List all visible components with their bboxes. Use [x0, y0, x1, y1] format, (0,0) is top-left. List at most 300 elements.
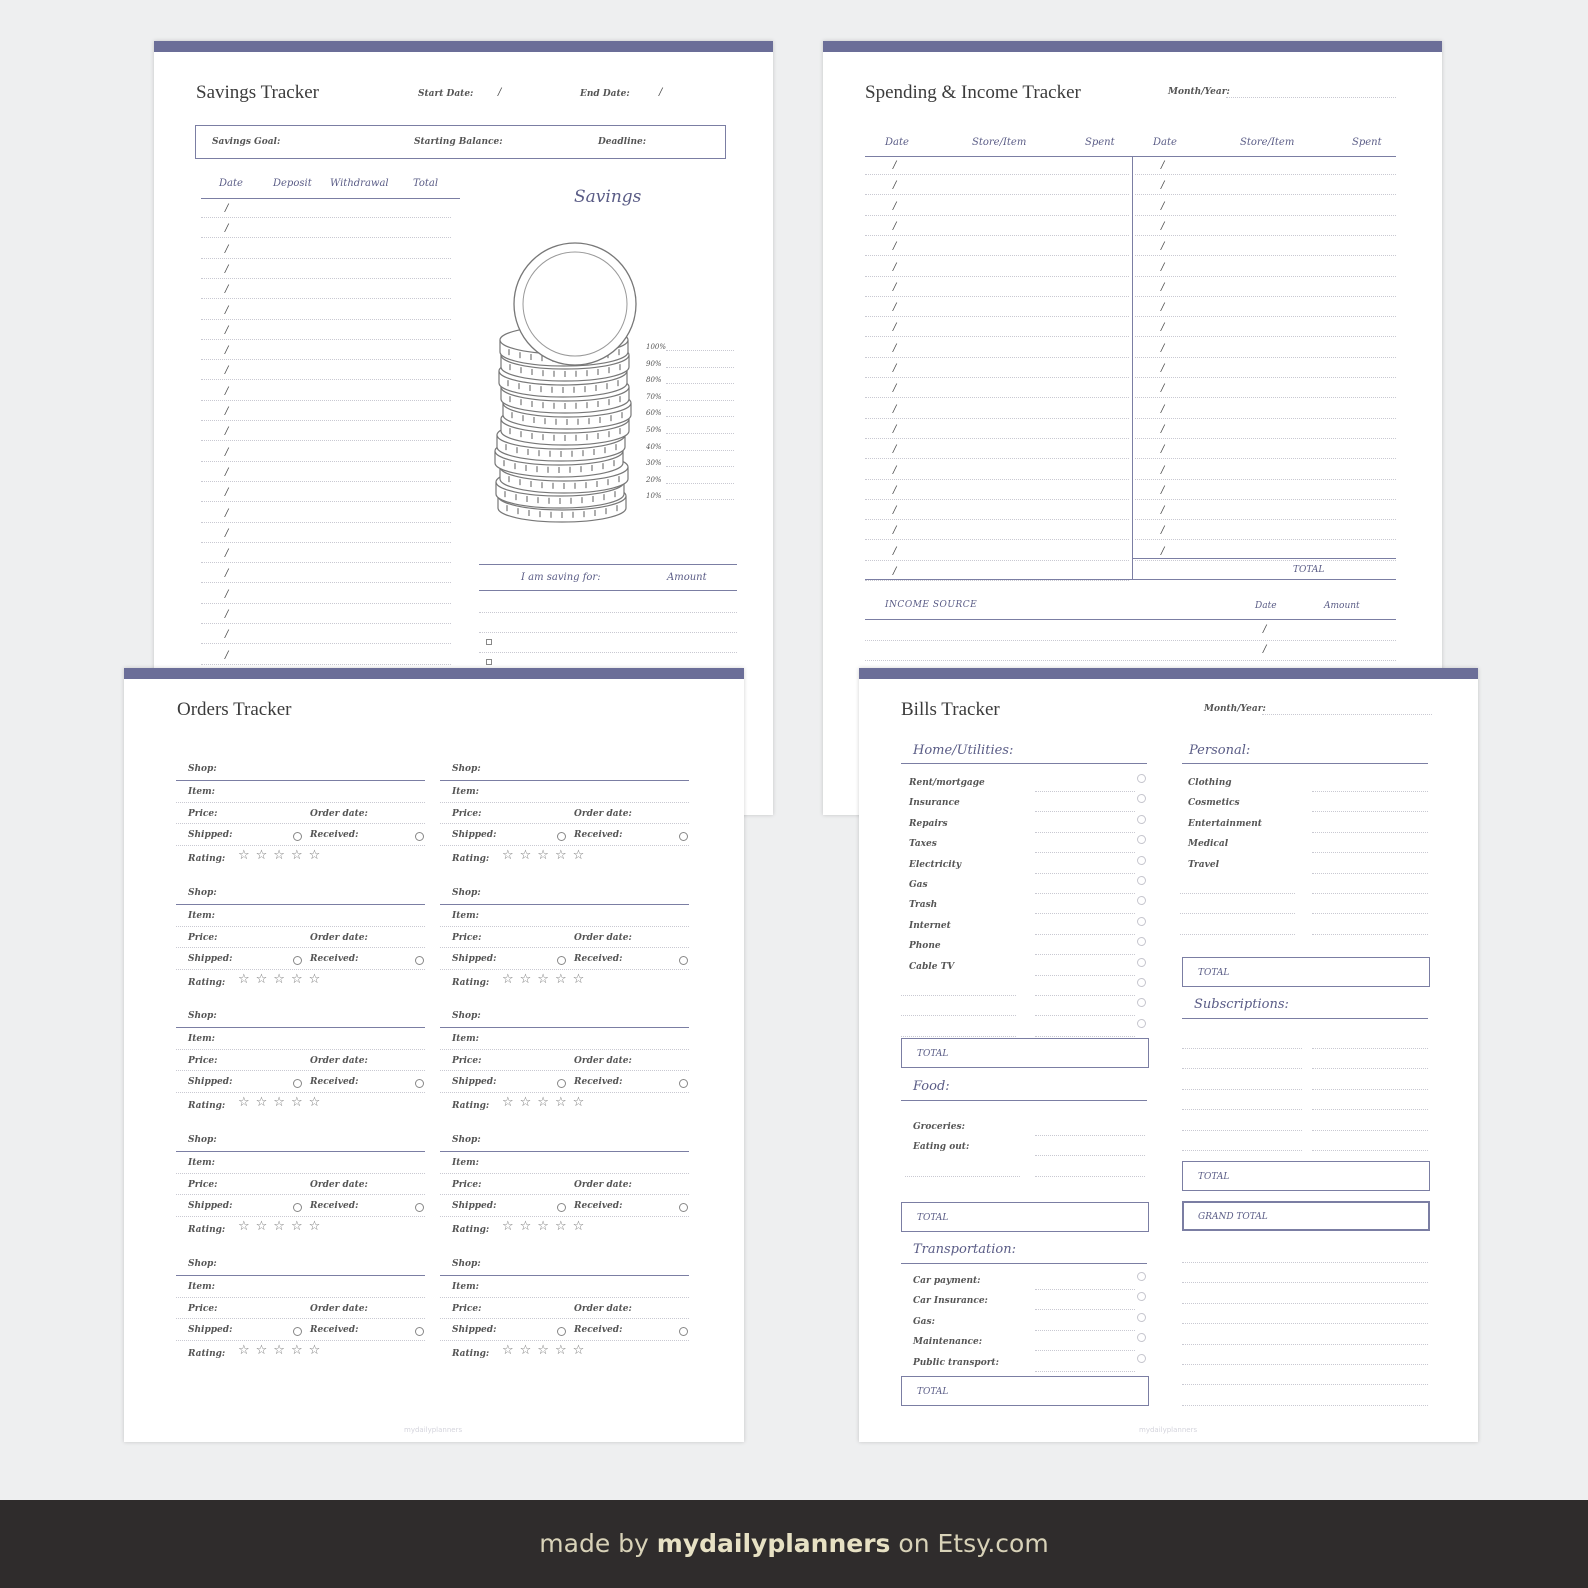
order-shipped-label: Shipped: — [452, 953, 497, 964]
col-withdrawal: Withdrawal — [330, 178, 389, 189]
bills-month-year-label: Month/Year: — [1204, 704, 1266, 714]
savings-row-date-slash: / — [225, 466, 229, 478]
income-row — [865, 640, 1396, 641]
order-date-label: Order date: — [310, 932, 368, 943]
spend-row-date-slash: / — [1161, 545, 1165, 557]
home-paid-checkbox[interactable] — [1137, 774, 1146, 783]
savings-row — [201, 319, 451, 320]
savings-goal-label: Savings Goal: — [212, 137, 281, 147]
order-received-label: Received: — [574, 830, 623, 840]
footer-brand[interactable]: mydailyplanners — [656, 1529, 891, 1558]
received-checkbox[interactable] — [415, 956, 424, 965]
order-date-label: Order date: — [310, 1303, 368, 1314]
savings-row-date-slash: / — [225, 649, 229, 661]
personal-item-label: Entertainment — [1188, 818, 1262, 829]
spend-row — [1135, 560, 1396, 561]
spend-row-date-slash: / — [1161, 180, 1165, 192]
orders-watermark: mydailyplanners — [404, 1426, 463, 1434]
bills-extra-line — [1182, 1323, 1428, 1324]
spend-total-label: TOTAL — [1293, 565, 1325, 575]
savings-row-date-slash: / — [225, 527, 229, 539]
home-utilities-rule — [901, 763, 1147, 764]
received-checkbox[interactable] — [415, 1203, 424, 1212]
home-paid-checkbox[interactable] — [1137, 835, 1146, 844]
order-rating-label: Rating: — [188, 977, 226, 988]
savings-row — [201, 379, 451, 380]
order-shop-label: Shop: — [188, 887, 217, 898]
spend-row-date-slash: / — [893, 160, 897, 171]
spend-row-date-slash: / — [893, 220, 897, 232]
starting-balance-label: Starting Balance: — [414, 137, 503, 147]
order-price-line — [176, 1070, 425, 1071]
order-item-line — [176, 1297, 425, 1298]
spend-row-date-slash: / — [1161, 160, 1165, 171]
savings-row-date-slash: / — [225, 365, 229, 377]
savings-row — [201, 481, 451, 482]
order-shop-rule — [176, 1027, 425, 1028]
bills-extra-line — [1182, 1384, 1428, 1385]
order-received-label: Received: — [574, 1077, 623, 1088]
personal-amount-line — [1312, 791, 1428, 792]
spend-row — [865, 235, 1129, 236]
shipped-checkbox[interactable] — [557, 1203, 566, 1212]
personal-blank-line — [1180, 934, 1295, 935]
received-checkbox[interactable] — [679, 1079, 688, 1088]
savings-row — [201, 522, 451, 523]
transport-item-label: Car Insurance: — [913, 1296, 988, 1307]
percent-mark-label: 90% — [646, 359, 662, 368]
order-price-label: Price: — [452, 1180, 482, 1191]
food-amount-line — [1035, 1176, 1145, 1177]
savings-row — [201, 603, 451, 604]
order-price-line — [176, 1318, 425, 1319]
shipped-checkbox[interactable] — [293, 1079, 302, 1088]
spend-row — [1135, 519, 1396, 520]
saving-for-checkbox[interactable] — [486, 639, 492, 645]
home-paid-checkbox[interactable] — [1137, 1019, 1146, 1028]
home-item-label: Repairs — [909, 818, 948, 829]
saving-for-bottom-rule — [479, 590, 737, 591]
spend-row — [1135, 255, 1396, 256]
order-item-label: Item: — [188, 787, 215, 797]
savings-row-date-slash: / — [225, 507, 229, 519]
order-price-label: Price: — [188, 809, 218, 819]
order-rating-label: Rating: — [452, 1225, 490, 1236]
spend-row-date-slash: / — [1161, 484, 1165, 496]
rating-stars[interactable]: ☆☆☆☆☆ — [238, 1342, 327, 1358]
rating-stars[interactable]: ☆☆☆☆☆ — [502, 1095, 591, 1111]
shipped-checkbox[interactable] — [293, 1327, 302, 1336]
bills-extra-line — [1182, 1364, 1428, 1365]
order-price-label: Price: — [452, 1303, 482, 1314]
bills-extra-line — [1182, 1303, 1428, 1304]
orders-tracker-sheet — [124, 668, 744, 1442]
percent-mark-label: 70% — [646, 392, 662, 401]
home-paid-checkbox[interactable] — [1137, 937, 1146, 946]
order-shop-rule — [176, 1275, 425, 1276]
spend-row-date-slash: / — [893, 464, 897, 476]
spend-row-date-slash: / — [1161, 241, 1165, 253]
subscription-amount-line — [1312, 1130, 1428, 1131]
rating-stars[interactable]: ☆☆☆☆☆ — [502, 971, 591, 987]
home-total-label: TOTAL — [917, 1049, 949, 1059]
spend-row-date-slash: / — [1161, 444, 1165, 456]
spend-row — [1135, 499, 1396, 500]
transport-paid-checkbox[interactable] — [1137, 1313, 1146, 1322]
bills-extra-line — [1182, 1344, 1428, 1345]
personal-rule — [1182, 763, 1428, 764]
order-shipped-line — [440, 845, 689, 846]
order-rating-label: Rating: — [188, 1101, 226, 1112]
home-amount-line — [1035, 934, 1135, 935]
income-date-slash: / — [1263, 624, 1267, 635]
percent-mark-label: 40% — [646, 442, 662, 451]
order-price-line — [440, 1194, 689, 1195]
order-price-label: Price: — [452, 932, 482, 943]
order-shop-label: Shop: — [452, 1258, 481, 1269]
food-amount-line — [1035, 1155, 1145, 1156]
percent-mark-label: 50% — [646, 426, 662, 434]
order-shop-label: Shop: — [452, 1011, 481, 1022]
shipped-checkbox[interactable] — [293, 1203, 302, 1212]
spend-row — [865, 580, 1129, 581]
savings-row-date-slash: / — [225, 588, 229, 600]
income-amount-label: Amount — [1324, 601, 1360, 611]
spend-total-rule — [1132, 558, 1396, 559]
spend-row — [865, 357, 1129, 358]
personal-item-label: Medical — [1188, 839, 1229, 850]
order-received-label: Received: — [310, 953, 359, 964]
spend-row — [865, 215, 1129, 216]
savings-row-date-slash: / — [225, 203, 229, 214]
home-paid-checkbox[interactable] — [1137, 876, 1146, 885]
home-item-label: Gas — [909, 880, 928, 890]
spend-row-date-slash: / — [893, 383, 897, 395]
spend-row — [1135, 174, 1396, 175]
home-amount-line — [1035, 893, 1135, 894]
spend-row — [865, 276, 1129, 277]
spend-row — [865, 397, 1129, 398]
savings-row-date-slash: / — [225, 426, 229, 438]
order-shop-label: Shop: — [188, 1135, 217, 1146]
spend-row — [1135, 479, 1396, 480]
received-checkbox[interactable] — [679, 1327, 688, 1336]
rating-stars[interactable]: ☆☆☆☆☆ — [502, 848, 591, 863]
home-paid-checkbox[interactable] — [1137, 958, 1146, 967]
spend-row — [865, 255, 1129, 256]
order-shipped-label: Shipped: — [452, 830, 497, 840]
percent-mark-label: 20% — [646, 475, 662, 484]
home-item-label: Insurance — [909, 798, 960, 809]
spend-row — [1135, 336, 1396, 337]
order-date-label: Order date: — [310, 809, 368, 819]
spend-row — [1135, 539, 1396, 540]
order-item-label: Item: — [452, 1158, 479, 1169]
order-price-line — [440, 823, 689, 824]
saving-for-checkbox[interactable] — [486, 659, 492, 665]
personal-item-label: Cosmetics — [1188, 798, 1240, 809]
order-shop-label: Shop: — [452, 887, 481, 898]
spend-row-date-slash: / — [893, 180, 897, 192]
order-shop-rule — [440, 904, 689, 905]
subscription-name-line — [1182, 1150, 1302, 1151]
food-heading: Food: — [913, 1079, 950, 1094]
income-date-slash: / — [1263, 644, 1267, 655]
food-amount-line — [1035, 1135, 1145, 1136]
order-date-label: Order date: — [574, 809, 632, 819]
savings-row — [201, 440, 451, 441]
personal-amount-line — [1312, 873, 1428, 874]
home-amount-line — [1035, 975, 1135, 976]
order-item-line — [176, 1049, 425, 1050]
savings-row — [201, 258, 451, 259]
transport-amount-line — [1035, 1371, 1135, 1372]
transport-item-label: Public transport: — [913, 1357, 999, 1368]
savings-row-date-slash: / — [225, 446, 229, 458]
savings-row-date-slash: / — [225, 223, 229, 235]
home-amount-line — [1035, 954, 1135, 955]
order-shipped-label: Shipped: — [188, 953, 233, 964]
spend-row-date-slash: / — [893, 403, 897, 415]
order-item-label: Item: — [188, 1034, 215, 1045]
percent-mark-label: 100% — [646, 343, 667, 351]
order-shop-rule — [176, 1151, 425, 1152]
order-received-label: Received: — [310, 1201, 359, 1212]
percent-mark-line — [666, 416, 734, 417]
percent-mark-label: 30% — [646, 459, 662, 468]
spend-row-date-slash: / — [893, 302, 897, 314]
order-price-line — [176, 823, 425, 824]
spend-row — [1135, 458, 1396, 459]
order-date-label: Order date: — [310, 1180, 368, 1191]
home-blank-line — [901, 1015, 1016, 1016]
home-amount-line — [1035, 832, 1135, 833]
spend-row — [865, 296, 1129, 297]
bills-tracker-sheet — [859, 668, 1478, 1442]
spend-row — [865, 336, 1129, 337]
transport-paid-checkbox[interactable] — [1137, 1333, 1146, 1342]
income-row — [865, 660, 1396, 661]
transport-item-label: Car payment: — [913, 1276, 981, 1286]
home-paid-checkbox[interactable] — [1137, 856, 1146, 865]
percent-mark-label: 80% — [646, 376, 662, 385]
savings-row — [201, 562, 451, 563]
subscription-amount-line — [1312, 1048, 1428, 1049]
order-item-line — [176, 1173, 425, 1174]
transport-paid-checkbox[interactable] — [1137, 1292, 1146, 1301]
transport-amount-line — [1035, 1309, 1135, 1310]
order-shipped-line — [176, 969, 425, 970]
spend-row-date-slash: / — [893, 525, 897, 537]
transport-paid-checkbox[interactable] — [1137, 1354, 1146, 1363]
rating-stars[interactable]: ☆☆☆☆☆ — [238, 1219, 327, 1235]
spend-row-date-slash: / — [1161, 281, 1165, 293]
rating-stars[interactable]: ☆☆☆☆☆ — [238, 971, 327, 987]
spend-row — [1135, 194, 1396, 195]
transport-paid-checkbox[interactable] — [1137, 1272, 1146, 1281]
order-item-label: Item: — [452, 910, 479, 921]
home-paid-checkbox[interactable] — [1137, 815, 1146, 824]
spend-row — [1135, 377, 1396, 378]
spend-row — [865, 174, 1129, 175]
shipped-checkbox[interactable] — [293, 956, 302, 965]
spend-col-date-2: Date — [1153, 137, 1177, 148]
order-received-label: Received: — [310, 830, 359, 840]
bills-title: Bills Tracker — [901, 699, 1000, 720]
food-item-label: Eating out: — [913, 1142, 970, 1153]
home-paid-checkbox[interactable] — [1137, 917, 1146, 926]
spend-row — [865, 519, 1129, 520]
home-paid-checkbox[interactable] — [1137, 896, 1146, 905]
order-rating-label: Rating: — [188, 1348, 226, 1359]
savings-row — [201, 237, 451, 238]
order-shipped-label: Shipped: — [188, 1324, 233, 1335]
rating-stars[interactable]: ☆☆☆☆☆ — [238, 1095, 327, 1111]
order-rating-label: Rating: — [188, 1225, 226, 1236]
order-price-line — [440, 947, 689, 948]
spend-row-date-slash: / — [893, 342, 897, 354]
order-shop-rule — [176, 904, 425, 905]
spend-row — [1135, 296, 1396, 297]
order-date-label: Order date: — [310, 1056, 368, 1067]
received-checkbox[interactable] — [415, 1327, 424, 1336]
shipped-checkbox[interactable] — [293, 832, 302, 841]
saving-for-top-rule — [479, 564, 737, 565]
savings-row — [201, 400, 451, 401]
spend-row-date-slash: / — [893, 484, 897, 496]
spend-row-date-slash: / — [1161, 525, 1165, 537]
received-checkbox[interactable] — [679, 832, 688, 841]
order-item-label: Item: — [452, 1034, 479, 1045]
spend-row-date-slash: / — [893, 261, 897, 273]
food-item-label: Groceries: — [913, 1122, 965, 1132]
spend-row-date-slash: / — [893, 241, 897, 253]
shipped-checkbox[interactable] — [557, 832, 566, 841]
percent-mark-line — [666, 400, 734, 401]
order-price-label: Price: — [188, 932, 218, 943]
rating-stars[interactable]: ☆☆☆☆☆ — [502, 1342, 591, 1358]
percent-mark-line — [666, 383, 734, 384]
savings-row — [201, 217, 451, 218]
home-blank-line — [901, 995, 1016, 996]
personal-item-label: Travel — [1188, 859, 1219, 870]
order-item-line — [176, 926, 425, 927]
bills-month-year-line — [1262, 714, 1432, 715]
home-blank-line — [901, 1036, 1016, 1037]
month-year-line — [1226, 97, 1396, 98]
spend-row-date-slash: / — [893, 505, 897, 517]
subscription-name-line — [1182, 1089, 1302, 1090]
order-shipped-label: Shipped: — [452, 1324, 497, 1335]
home-amount-line — [1035, 1036, 1135, 1037]
subscriptions-heading: Subscriptions: — [1194, 997, 1289, 1012]
personal-amount-line — [1312, 934, 1428, 935]
bills-extra-line — [1182, 1282, 1428, 1283]
shipped-checkbox[interactable] — [557, 956, 566, 965]
order-received-label: Received: — [310, 1324, 359, 1335]
home-amount-line — [1035, 811, 1135, 812]
savings-row — [201, 582, 451, 583]
personal-amount-line — [1312, 852, 1428, 853]
order-price-label: Price: — [188, 1303, 218, 1314]
personal-blank-line — [1180, 913, 1295, 914]
subscription-name-line — [1182, 1068, 1302, 1069]
spending-title: Spending & Income Tracker — [865, 82, 1081, 103]
order-shipped-label: Shipped: — [452, 1201, 497, 1212]
home-paid-checkbox[interactable] — [1137, 794, 1146, 803]
spend-row — [865, 194, 1129, 195]
savings-row — [201, 298, 451, 299]
spending-month-year-label: Month/Year: — [1168, 87, 1230, 97]
order-price-label: Price: — [188, 1180, 218, 1191]
percent-mark-line — [666, 483, 734, 484]
start-date-slash: / — [498, 87, 502, 98]
savings-row — [201, 542, 451, 543]
shipped-checkbox[interactable] — [557, 1079, 566, 1088]
home-item-label: Cable TV — [909, 961, 955, 972]
spend-row — [1135, 418, 1396, 419]
order-shipped-line — [440, 1092, 689, 1093]
savings-row — [201, 643, 451, 644]
savings-row-date-slash: / — [225, 385, 229, 397]
spend-bottom-rule — [865, 579, 1396, 580]
received-checkbox[interactable] — [679, 956, 688, 965]
saving-for-row — [479, 652, 737, 653]
order-item-label: Item: — [188, 1281, 215, 1292]
end-date-slash: / — [659, 87, 663, 98]
spend-col-store-1: Store/Item — [972, 137, 1027, 148]
shipped-checkbox[interactable] — [557, 1327, 566, 1336]
transport-total-label: TOTAL — [917, 1387, 949, 1397]
start-date-label: Start Date: — [418, 89, 474, 99]
transport-amount-line — [1035, 1289, 1135, 1290]
savings-row-date-slash: / — [225, 304, 229, 316]
order-item-line — [176, 802, 425, 803]
col-date: Date — [219, 178, 243, 189]
home-paid-checkbox[interactable] — [1137, 978, 1146, 987]
received-checkbox[interactable] — [415, 1079, 424, 1088]
bills-extra-line — [1182, 1405, 1428, 1406]
food-blank-line — [905, 1176, 1020, 1177]
order-shipped-label: Shipped: — [188, 830, 233, 840]
spend-row-date-slash: / — [1161, 200, 1165, 212]
spend-row-date-slash: / — [1161, 261, 1165, 273]
order-date-label: Order date: — [574, 932, 632, 943]
saving-for-amount-label: Amount — [667, 572, 707, 583]
rating-stars[interactable]: ☆☆☆☆☆ — [502, 1219, 591, 1235]
order-item-line — [440, 1049, 689, 1050]
spend-row — [865, 539, 1129, 540]
spend-row-date-slash: / — [893, 566, 897, 577]
order-received-label: Received: — [310, 1077, 359, 1088]
spend-row — [865, 458, 1129, 459]
spend-row — [1135, 316, 1396, 317]
home-paid-checkbox[interactable] — [1137, 998, 1146, 1007]
savings-row-date-slash: / — [225, 609, 229, 620]
savings-row-date-slash: / — [225, 284, 229, 296]
spend-row — [1135, 397, 1396, 398]
order-date-label: Order date: — [574, 1056, 632, 1067]
received-checkbox[interactable] — [679, 1203, 688, 1212]
rating-stars[interactable]: ☆☆☆☆☆ — [238, 848, 327, 863]
subscription-name-line — [1182, 1130, 1302, 1131]
home-amount-line — [1035, 913, 1135, 914]
spend-row-date-slash: / — [893, 200, 897, 212]
percent-mark-line — [666, 499, 734, 500]
grand-total-label: GRAND TOTAL — [1198, 1212, 1268, 1222]
order-date-label: Order date: — [574, 1303, 632, 1314]
received-checkbox[interactable] — [415, 832, 424, 841]
